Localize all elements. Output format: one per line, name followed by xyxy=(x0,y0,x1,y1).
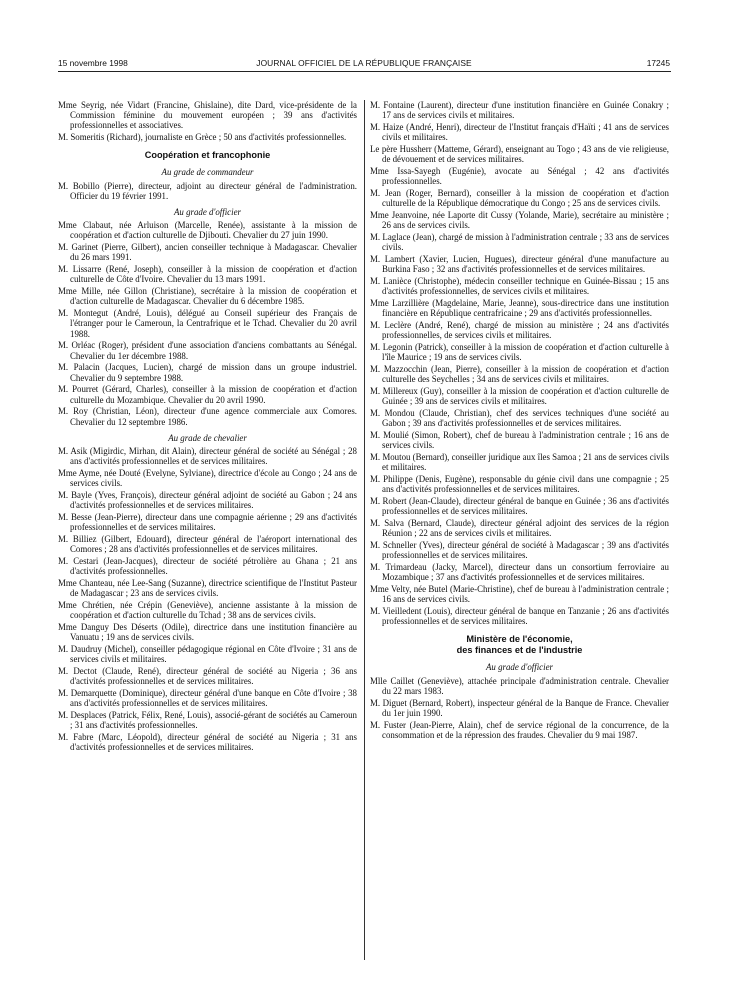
chevalier-list-continued xyxy=(370,100,669,626)
intro-list xyxy=(58,100,357,142)
list-item: M. Leclère (André, René), chargé de mission au ministère ; 24 ans d'activités professionnelles, de services civils et militaires. xyxy=(370,320,669,341)
list-item: M. Montegut (André, Louis), délégué au Conseil supérieur des Français de l'étranger pour le Cameroun, la Centrafrique et le Tchad. Chevalier du 20 avril 1988. xyxy=(58,308,357,339)
list-item: M. Trimardeau (Jacky, Marcel), directeur dans un consortium ferroviaire au Mozambique ; 37 ans d'activités professionnelles et de services militaires. xyxy=(370,562,669,583)
list-item: M. Millereux (Guy), conseiller à la mission de coopération et d'action culturelle de Guinée ; 39 ans de services civils et militaires. xyxy=(370,386,669,407)
section-title-economie-line1: Ministère de l'économie, xyxy=(466,634,573,645)
list-item: M. Robert (Jean-Claude), directeur général de banque en Guinée ; 36 ans d'activités professionnelles et de services militaires. xyxy=(370,496,669,517)
list-item: M. Someritis (Richard), journaliste en Grèce ; 50 ans d'activités professionnelles. xyxy=(58,132,347,143)
list-item: M. Lissarre (René, Joseph), conseiller à la mission de coopération et d'action culturelle de Côte d'Ivoire. Chevalier du 13 mars 1991. xyxy=(58,264,357,285)
list-item: M. Mondou (Claude, Christian), chef des services techniques d'une société au Gabon ; 39 ans d'activités professionnelles et de services militaires. xyxy=(370,408,669,429)
list-item: M. Asik (Migirdic, Mirhan, dit Alain), directeur général de société au Sénégal ; 28 ans d'activités professionnelles et de services militaires. xyxy=(58,446,357,467)
list-item: M. Cestari (Jean-Jacques), directeur de société pétrolière au Ghana ; 21 ans d'activités professionnelles. xyxy=(58,556,357,577)
list-item: Mme Chrétien, née Crépin (Geneviève), ancienne assistante à la mission de coopération et d'action culturelle du Tchad ; 38 ans de services civils. xyxy=(58,600,357,621)
list-item: M. Lanièce (Christophe), médecin conseiller technique en Guinée-Bissau ; 15 ans d'activités professionnelles, de services civils et militaires. xyxy=(370,276,669,297)
list-item: M. Legonin (Patrick), conseiller à la mission de coopération et d'action culturelle à l'île Maurice ; 19 ans de services civils. xyxy=(370,342,669,363)
officier-list-economie xyxy=(370,676,669,740)
list-item: M. Vieilledent (Louis), directeur général de banque en Tanzanie ; 26 ans d'activités professionnelles et de services militaires. xyxy=(370,606,669,627)
grade-heading-officier: Au grade d'officier xyxy=(174,207,241,218)
list-item: M. Desplaces (Patrick, Félix, René, Louis), associé-gérant de sociétés au Cameroun ; 31 ans d'activités professionnelles. xyxy=(58,710,357,731)
left-column xyxy=(58,100,357,754)
list-item: M. Daudruy (Michel), conseiller pédagogique régional en Côte d'Ivoire ; 31 ans de services civils et militaires. xyxy=(58,644,357,665)
list-item: M. Fuster (Jean-Pierre, Alain), chef de service régional de la concurrence, de la consommation et de la répression des fraudes. Chevalier du 9 mai 1987. xyxy=(370,719,669,740)
grade-heading-officier-economie: Au grade d'officier xyxy=(486,662,553,673)
grade-heading-commandeur: Au grade de commandeur xyxy=(161,167,254,178)
list-item: Mme Seyrig, née Vidart (Francine, Ghislaine), dite Dard, vice-présidente de la Commission féminine du mouvement européen ; 39 ans d'activités professionnelles et associatives. xyxy=(58,100,357,131)
list-item: M. Garinet (Pierre, Gilbert), ancien conseiller technique à Madagascar. Chevalier du 26 mars 1991. xyxy=(58,242,357,263)
right-column xyxy=(370,100,669,742)
list-item: M. Bayle (Yves, François), directeur général adjoint de société au Gabon ; 24 ans d'activités professionnelles et de services militaires. xyxy=(58,490,357,511)
list-item: Mme Issa-Sayegh (Eugénie), avocate au Sénégal ; 42 ans d'activités professionnelles. xyxy=(370,166,669,187)
list-item: M. Dectot (Claude, René), directeur général de société au Nigeria ; 36 ans d'activités professionnelles et de services militaires. xyxy=(58,666,357,687)
list-item: Mme Chanteau, née Lee-Sang (Suzanne), directrice scientifique de l'Institut Pasteur de Madagascar ; 23 ans de services civils. xyxy=(58,578,357,599)
header-date: 15 novembre 1998 xyxy=(58,58,128,68)
list-item: M. Jean (Roger, Bernard), conseiller à la mission de coopération et d'action culturelle de la République démocratique du Congo ; 25 ans de services civils. xyxy=(370,188,669,209)
list-item: Le père Hussherr (Matteme, Gérard), enseignant au Togo ; 43 ans de vie religieuse, de dévouement et de services militaires. xyxy=(370,144,669,165)
list-item: M. Philippe (Denis, Eugène), responsable du génie civil dans une compagnie ; 25 ans d'activités professionnelles et de services militaires. xyxy=(370,474,669,495)
section-title-cooperation: Coopération et francophonie xyxy=(144,150,271,161)
list-item: M. Bobillo (Pierre), directeur, adjoint au directeur général de l'administration. Officier du 19 février 1991. xyxy=(58,180,357,201)
list-item: M. Billiez (Gilbert, Edouard), directeur général de l'aéroport international des Comores ; 28 ans d'activités professionnelles et de services militaires. xyxy=(58,534,357,555)
header-page-number: 17245 xyxy=(646,58,670,68)
page-header xyxy=(58,58,670,72)
grade-heading-chevalier: Au grade de chevalier xyxy=(168,432,247,443)
list-item: M. Fabre (Marc, Léopold), directeur général de société au Nigeria ; 31 ans d'activités professionnelles et de services militaires. xyxy=(58,732,357,753)
commandeur-list xyxy=(58,181,357,201)
list-item: Mme Velty, née Butel (Marie-Christine), chef de bureau à l'administration centrale ; 16 ans de services civils. xyxy=(370,584,669,605)
header-rule xyxy=(58,71,671,72)
list-item: M. Orléac (Roger), président d'une association d'anciens combattants au Sénégal. Chevalier du 1er décembre 1988. xyxy=(58,340,357,361)
column-divider xyxy=(364,100,365,960)
list-item: M. Besse (Jean-Pierre), directeur dans une compagnie aérienne ; 29 ans d'activités professionnelles et de services militaires. xyxy=(58,512,357,533)
list-item: M. Moulié (Simon, Robert), chef de bureau à l'administration centrale ; 16 ans de services civils. xyxy=(370,430,669,451)
list-item: M. Lambert (Xavier, Lucien, Hugues), directeur général d'une manufacture au Burkina Faso ; 32 ans d'activités professionnelles et de services militaires. xyxy=(370,254,669,275)
list-item: M. Salva (Bernard, Claude), directeur général adjoint des services de la région Réunion ; 22 ans de services civils et militaires. xyxy=(370,518,669,539)
list-item: M. Pourret (Gérard, Charles), conseiller à la mission de coopération et d'action culturelle du Mozambique. Chevalier du 20 avril 1990. xyxy=(58,384,357,405)
list-item: Mme Danguy Des Déserts (Odile), directrice dans une institution financière au Vanuatu ; 19 ans de services civils. xyxy=(58,622,357,643)
officier-list xyxy=(58,220,357,427)
list-item: Mlle Caillet (Geneviève), attachée principale d'administration centrale. Chevalier du 22 mars 1983. xyxy=(370,675,669,696)
list-item: M. Mazzocchin (Jean, Pierre), conseiller à la mission de coopération et d'action culturelle des Seychelles ; 34 ans de services civils et militaires. xyxy=(370,364,669,385)
list-item: M. Palacin (Jacques, Lucien), chargé de mission dans un groupe industriel. Chevalier du 9 septembre 1988. xyxy=(58,362,357,383)
list-item: M. Schneller (Yves), directeur général de société à Madagascar ; 39 ans d'activités professionnelles et de services militaires. xyxy=(370,540,669,561)
section-title-economie xyxy=(370,634,669,656)
list-item: Mme Mille, née Gillon (Christiane), secrétaire à la mission de coopération et d'action culturelle de Madagascar. Chevalier du 6 décembre 1985. xyxy=(58,286,357,307)
header-journal-title: JOURNAL OFFICIEL DE LA RÉPUBLIQUE FRANÇAISE xyxy=(256,58,472,68)
list-item: Mme Larzillière (Magdelaine, Marie, Jeanne), sous-directrice dans une institution financière en République centrafricaine ; 29 ans d'activités professionnelles. xyxy=(370,298,669,319)
list-item: M. Diguet (Bernard, Robert), inspecteur général de la Banque de France. Chevalier du 1er juin 1990. xyxy=(370,697,669,718)
list-item: M. Fontaine (Laurent), directeur d'une institution financière en Guinée Conakry ; 17 ans de services civils et militaires. xyxy=(370,100,669,121)
list-item: Mme Clabaut, née Arluison (Marcelle, Renée), assistante à la mission de coopération et d'action culturelle de Djibouti. Chevalier du 27 juin 1990. xyxy=(58,220,357,241)
chevalier-list xyxy=(58,446,357,752)
list-item: M. Haize (André, Henri), directeur de l'Institut français d'Haïti ; 41 ans de services civils et militaires. xyxy=(370,122,669,143)
list-item: M. Laglace (Jean), chargé de mission à l'administration centrale ; 33 ans de services civils. xyxy=(370,232,669,253)
list-item: Mme Jeanvoine, née Laporte dit Cussy (Yolande, Marie), secrétaire au ministère ; 26 ans de services civils. xyxy=(370,210,669,231)
list-item: Mme Ayme, née Douté (Evelyne, Sylviane), directrice d'école au Congo ; 24 ans de services civils. xyxy=(58,468,357,489)
list-item: M. Demarquette (Dominique), directeur général d'une banque en Côte d'Ivoire ; 38 ans d'activités professionnelles et de services militaires. xyxy=(58,688,357,709)
list-item: M. Roy (Christian, Léon), directeur d'une agence commerciale aux Comores. Chevalier du 12 septembre 1986. xyxy=(58,406,357,427)
list-item: M. Moutou (Bernard), conseiller juridique aux îles Samoa ; 21 ans de services civils et militaires. xyxy=(370,452,669,473)
section-title-economie-line2: des finances et de l'industrie xyxy=(456,645,583,656)
